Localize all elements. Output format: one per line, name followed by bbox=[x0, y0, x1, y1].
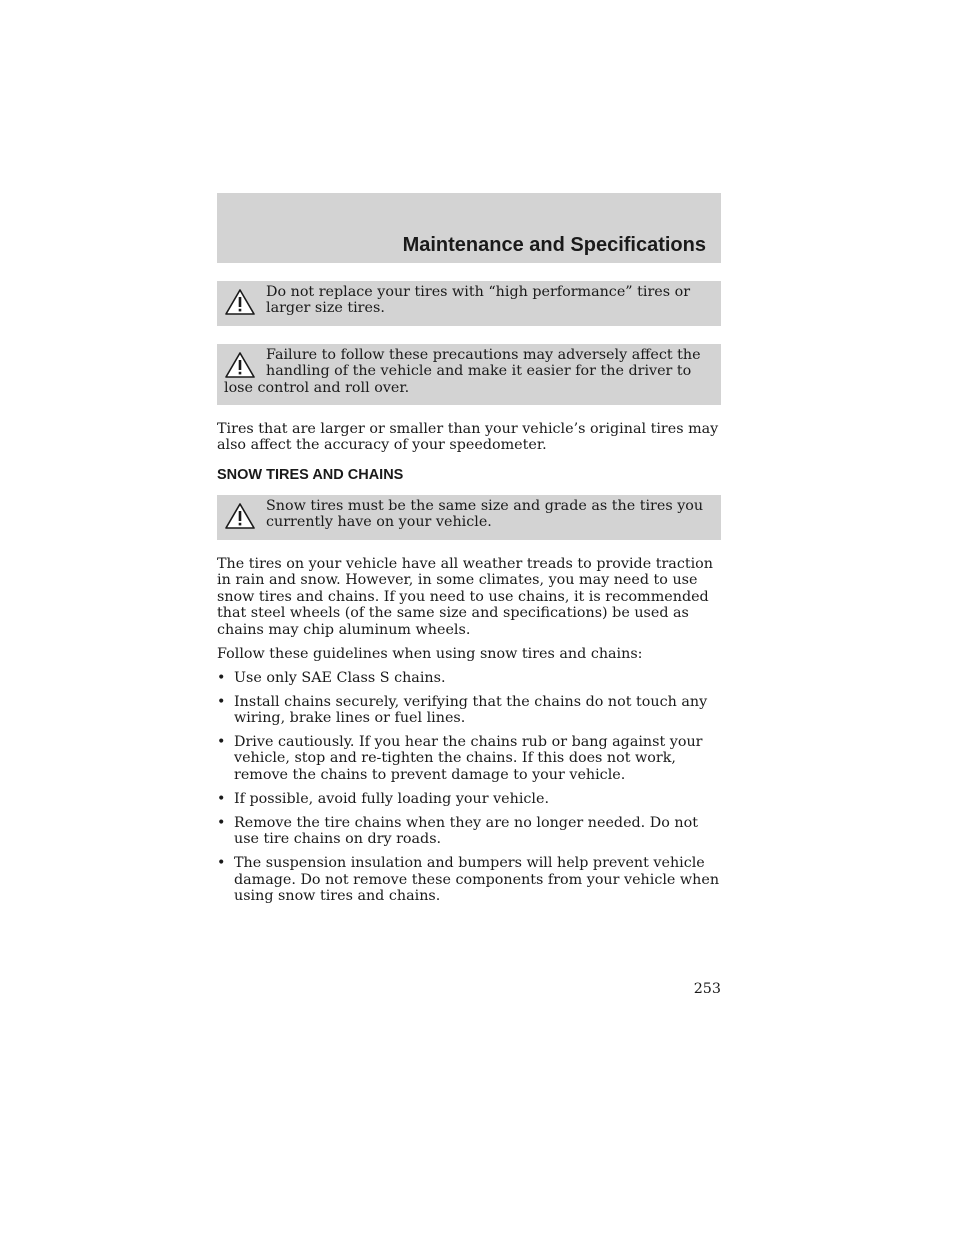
section-header-band bbox=[217, 193, 721, 263]
bullet: • bbox=[217, 855, 226, 872]
list-item-text: Remove the tire chains when they are no longer needed. Do not use tire chains on dry roads. bbox=[234, 814, 698, 848]
warning-box bbox=[217, 495, 721, 540]
page-number: 253 bbox=[693, 981, 721, 997]
list-item-text: The suspension insulation and bumpers will help prevent vehicle damage. Do not remove these components from your vehicle when using snow tires and chains. bbox=[234, 855, 720, 905]
list-item bbox=[217, 670, 721, 686]
paragraph: Tires that are larger or smaller than your vehicle’s original tires may also affect the accuracy of your speedometer. bbox=[217, 421, 719, 454]
warning-text: Snow tires must be the same size and grade as the tires you currently have on your vehicle. bbox=[266, 498, 704, 531]
bullet: • bbox=[217, 790, 226, 807]
warning-triangle-icon bbox=[224, 288, 256, 316]
list-item-text: Use only SAE Class S chains. bbox=[234, 669, 446, 686]
bullet: • bbox=[217, 814, 226, 831]
warning-text: Failure to follow these precautions may adversely affect the handling of the vehicle and make it easier for the driver to lose control and roll over. bbox=[224, 347, 701, 396]
paragraph: Follow these guidelines when using snow tires and chains: bbox=[217, 645, 643, 662]
page-title: Maintenance and Specifications bbox=[402, 234, 706, 256]
list-item-text: If possible, avoid fully loading your vehicle. bbox=[234, 790, 550, 807]
paragraph: The tires on your vehicle have all weather treads to provide traction in rain and snow. However, in some climates, you may need to use snow tires and chains. If you need to use chains, it is recommended that steel wheels (of the same size and specifications) be used as chains may chip aluminum wheels. bbox=[217, 556, 713, 638]
warning-triangle-icon bbox=[224, 351, 256, 379]
list-item bbox=[217, 791, 721, 807]
list-item bbox=[217, 694, 721, 727]
list-item bbox=[217, 855, 721, 904]
warning-triangle-icon bbox=[224, 502, 256, 530]
warning-box bbox=[217, 344, 721, 405]
bullet: • bbox=[217, 734, 226, 751]
section-heading: SNOW TIRES AND CHAINS bbox=[217, 467, 404, 483]
bullet: • bbox=[217, 669, 226, 686]
list-item bbox=[217, 815, 721, 848]
warning-text: Do not replace your tires with “high performance” tires or larger size tires. bbox=[266, 284, 691, 317]
list-item-text: Drive cautiously. If you hear the chains rub or bang against your vehicle, stop and re-tighten the chains. If this does not work, remove the chains to prevent damage to your vehicle. bbox=[234, 734, 703, 783]
bullet: • bbox=[217, 693, 226, 710]
list-item-text: Install chains securely, verifying that the chains do not touch any wiring, brake lines or fuel lines. bbox=[234, 693, 708, 727]
speedometer-note bbox=[217, 421, 721, 454]
guidelines-list bbox=[217, 670, 721, 905]
warning-box bbox=[217, 281, 721, 326]
snow-tires-body bbox=[217, 556, 721, 912]
list-item bbox=[217, 734, 721, 783]
